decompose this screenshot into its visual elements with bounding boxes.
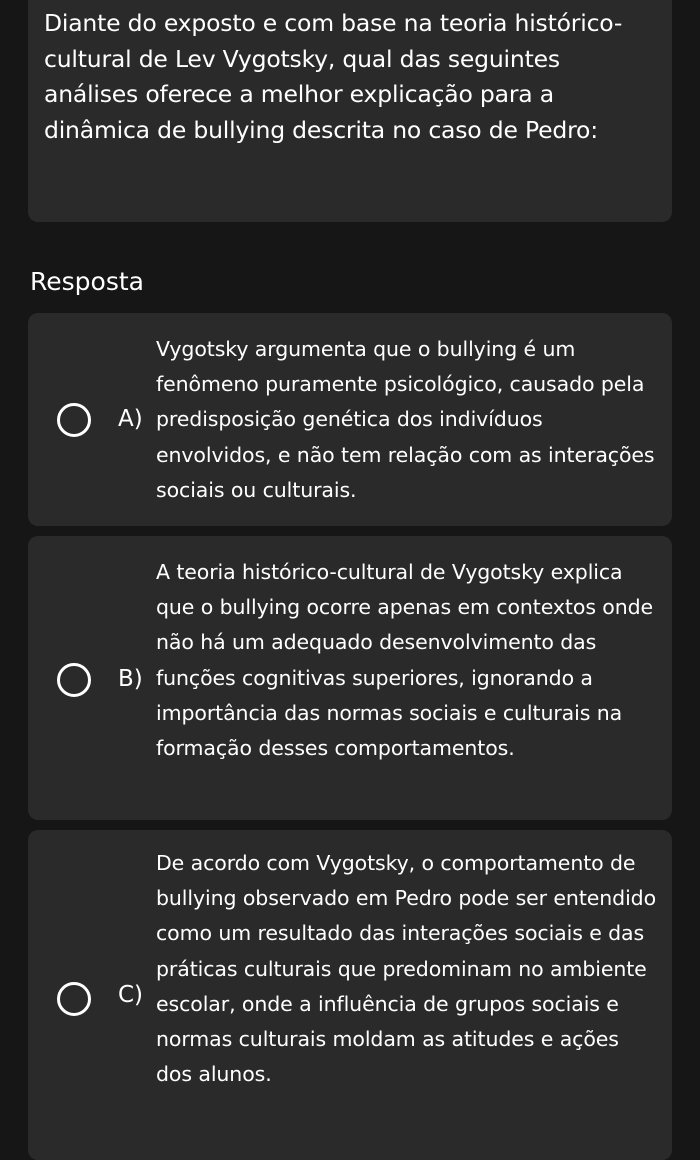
option-letter: A) xyxy=(118,406,143,432)
radio-button-icon[interactable] xyxy=(57,663,91,697)
radio-button-icon[interactable] xyxy=(57,403,91,437)
option-letter: C) xyxy=(118,982,144,1008)
question-card xyxy=(28,0,672,222)
option-a[interactable] xyxy=(28,313,672,526)
question-text: Diante do exposto e com base na teoria histórico-cultural de Lev Vygotsky, qual das seguintes análises oferece a melhor explicação para a dinâmica de bullying descrita no caso de Pedro: xyxy=(44,9,623,144)
option-text: A teoria histórico-cultural de Vygotsky explica que o bullying ocorre apenas em contextos onde não há um adequado desenvolvimento das funções cognitivas superiores, ignorando a importância das normas sociais e culturais na formação desses comportamentos. xyxy=(156,560,654,761)
radio-button-icon[interactable] xyxy=(57,982,91,1016)
answer-heading: Resposta xyxy=(30,267,144,296)
option-text: Vygotsky argumenta que o bullying é um fenômeno puramente psicológico, causado pela predisposição genética dos indivíduos envolvidos, e não tem relação com as interações sociais ou culturais. xyxy=(156,337,655,502)
option-b[interactable] xyxy=(28,536,672,820)
option-text: De acordo com Vygotsky, o comportamento de bullying observado em Pedro pode ser entendido como um resultado das interações sociais e das práticas culturais que predominam no ambiente escolar, onde a influência de grupos sociais e normas culturais moldam as atitudes e ações dos alunos. xyxy=(156,851,657,1087)
option-c[interactable] xyxy=(28,830,672,1160)
option-letter: B) xyxy=(118,666,143,692)
